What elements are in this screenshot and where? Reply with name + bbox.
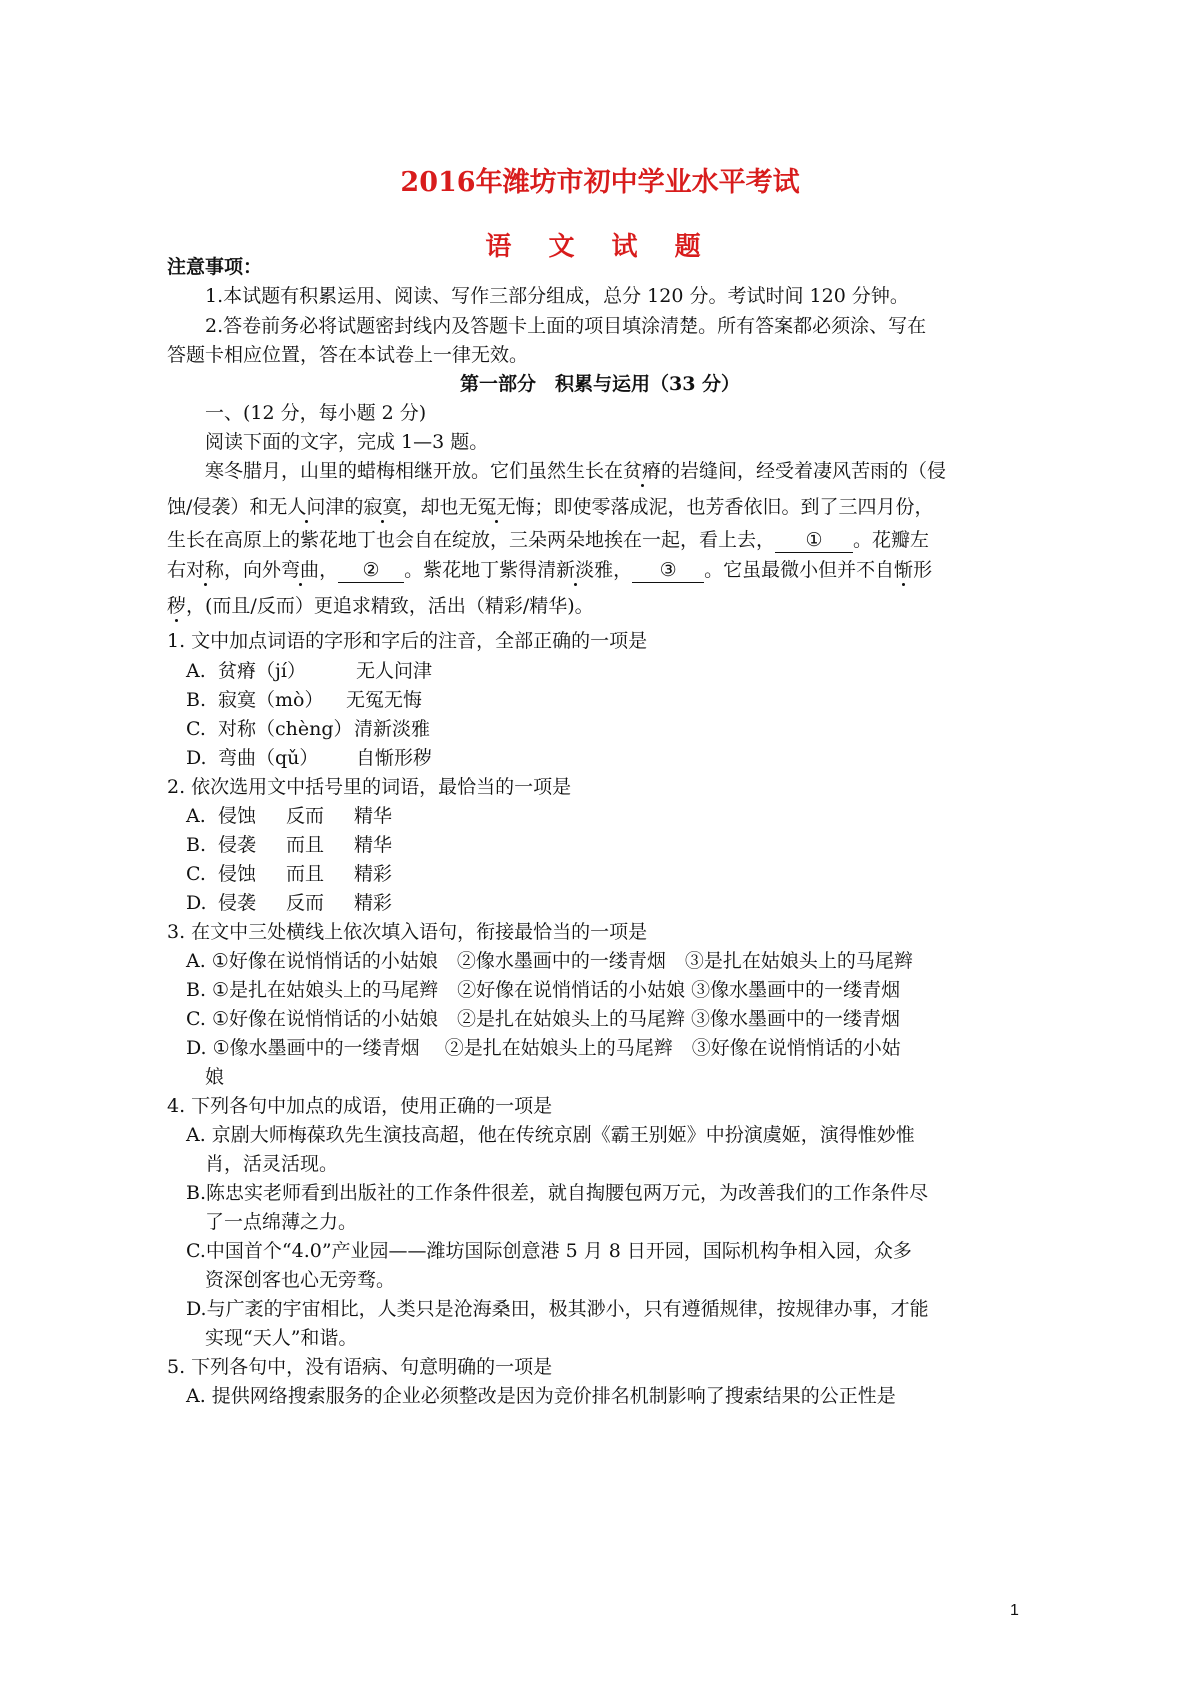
question-1-stem: 1. 文中加点词语的字形和字后的注音，全部正确的一项是 [167,630,648,652]
page-number: 1 [1010,1602,1019,1619]
notice-item-2-line-2: 答题卡相应位置，答在本试卷上一律无效。 [167,344,529,366]
question-3-option-c: C. ①好像在说悄悄话的小姑娘 ②是扎在姑娘头上的马尾辫 ③像水墨画中的一缕青烟 [186,1008,901,1030]
question-4-option-c: C.中国首个“4.0”产业园——潍坊国际创意港 5 月 8 日开园，国际机构争相入园，众多 [186,1240,912,1262]
passage-text: 右 [167,559,187,581]
question-4-option-c-continued: 资深创客也心无旁骛。 [205,1269,396,1291]
option-text: 而且 [286,834,325,856]
question-4-option-d: D.与广袤的宇宙相比，人类只是沧海桑田，极其渺小，只有遵循规律，按规律办事，才能 [186,1298,929,1320]
part-1-heading: 第一部分 积累与运用（33 分） [459,373,741,395]
option-key: D. [186,747,207,769]
dotted-word: 自惭形 [875,559,933,581]
question-2-option-b [186,830,392,860]
option-text: 无人问津 [356,660,433,682]
passage-text: ；即使零落成泥，也芳香依旧。到了三四月份， [534,496,934,518]
passage-text: 。它虽最微小但并不 [704,559,876,581]
passage-text: 的 [344,496,364,518]
option-text: 反而 [286,892,325,914]
passage-text: 。花瓣左 [853,529,930,551]
passage-line-5 [167,591,594,621]
option-text: 精彩 [354,863,393,885]
option-text: 对称（chèng） [218,718,353,740]
passage-line-4 [167,555,932,585]
passage-text: 蚀/侵袭）和 [167,496,269,518]
option-text: 无冤无悔 [346,689,423,711]
dotted-word: 对称 [186,559,225,581]
section-1-heading: 一、(12 分，每小题 2 分) [205,402,427,424]
question-4-stem: 4. 下列各句中加点的成语，使用正确的一项是 [167,1095,553,1117]
option-text: 反而 [286,805,325,827]
question-1-option-b [186,685,422,715]
passage-line-1 [205,456,946,486]
passage-text: 生长在高原上的紫花地丁也会自在绽放，三朵两朵地挨在一起，看上去， [167,529,776,551]
dotted-word: 无人问津 [268,496,345,518]
option-key: A. [186,805,206,827]
question-4-option-b: B.陈忠实老师看到出版社的工作条件很差，就自掏腰包两万元，为改善我们的工作条件尽 [186,1182,929,1204]
question-3-stem: 3. 在文中三处横线上依次填入语句，衔接最恰当的一项是 [167,921,648,943]
dotted-word: 无冤无悔 [458,496,535,518]
option-text: 贫瘠（jí） [218,660,306,682]
question-4-option-a: A. 京剧大师梅葆玖先生演技高超，他在传统京剧《霸王别姬》中扮演虞姬，演得惟妙惟 [186,1124,915,1146]
notice-item-2-line-1: 2.答卷前务必将试题密封线内及答题卡上面的项目填涂清楚。所有答案都必须涂、写在 [205,315,927,337]
dotted-word: 清新淡雅 [537,559,614,581]
passage-text: 的岩缝间，经受着凄风苦雨的（侵 [661,460,947,482]
passage-text: 寒冬腊月，山里的蜡梅相继开放。它们虽然生长在 [205,460,624,482]
notice-item-1: 1.本试题有积累运用、阅读、写作三部分组成，总分 120 分。考试时间 120 分钟。 [205,285,909,307]
question-5-stem: 5. 下列各句中，没有语病、句意明确的一项是 [167,1356,553,1378]
option-text: 侵袭 [218,892,257,914]
section-1-instruction: 阅读下面的文字，完成 1—3 题。 [205,431,489,453]
passage-text: ，(而且/反而）更追求精致，活出（精彩/精华)。 [186,595,594,617]
question-4-option-a-continued: 肖，活灵活现。 [205,1153,339,1175]
passage-text: ，向外 [224,559,282,581]
passage-line-2 [167,492,934,522]
question-2-option-c [186,859,392,889]
question-1-option-c [186,714,430,744]
fill-blank-3: ③ [632,558,704,583]
option-text: 侵蚀 [218,805,257,827]
option-key: D. [186,892,207,914]
option-key: B. [186,834,207,856]
dotted-word: 寂寞 [363,496,402,518]
passage-text: ， [319,559,339,581]
question-2-option-a [186,801,392,831]
question-4-option-d-continued: 实现“天人”和谐。 [205,1327,358,1349]
question-1-option-a [186,656,432,686]
dotted-word: 秽 [167,595,187,617]
fill-blank-1: ① [775,528,853,553]
option-text: 精华 [354,805,393,827]
fill-blank-2: ② [338,558,404,583]
option-text: 侵蚀 [218,863,257,885]
question-2-option-d [186,888,392,918]
option-text: 精彩 [354,892,393,914]
option-key: C. [186,863,206,885]
passage-text: 。紫花地丁紫得 [404,559,538,581]
question-3-option-a: A. ①好像在说悄悄话的小姑娘 ②像水墨画中的一缕青烟 ③是扎在姑娘头上的马尾辫 [186,950,913,972]
option-text: 自惭形秽 [356,747,433,769]
option-text: 弯曲（qǔ） [218,747,319,769]
passage-line-3 [167,525,929,555]
option-text: 寂寞（mò） [218,689,324,711]
question-2-stem: 2. 依次选用文中括号里的词语，最恰当的一项是 [167,776,572,798]
exam-title: 2016年潍坊市初中学业水平考试 [400,167,800,198]
passage-text: ， [613,559,633,581]
exam-subtitle: 语 文 试 题 [485,232,715,262]
question-3-option-d-continued: 娘 [205,1066,225,1088]
option-text: 侵袭 [218,834,257,856]
question-1-option-d [186,743,432,773]
dotted-word: 贫瘠 [623,460,662,482]
question-4-option-b-continued: 了一点绵薄之力。 [205,1211,358,1233]
question-5-option-a: A. 提供网络搜索服务的企业必须整改是因为竞价排名机制影响了搜索结果的公正性是 [186,1385,896,1407]
question-3-option-d: D. ①像水墨画中的一缕青烟 ②是扎在姑娘头上的马尾辫 ③好像在说悄悄话的小姑 [186,1037,901,1059]
option-key: C. [186,718,206,740]
notice-heading: 注意事项： [167,256,263,278]
passage-text: ，却也 [401,496,459,518]
option-key: B. [186,689,207,711]
option-key: A. [186,660,206,682]
dotted-word: 弯曲 [281,559,320,581]
option-text: 精华 [354,834,393,856]
option-text: 而且 [286,863,325,885]
option-text: 清新淡雅 [354,718,431,740]
question-3-option-b: B. ①是扎在姑娘头上的马尾辫 ②好像在说悄悄话的小姑娘 ③像水墨画中的一缕青烟 [186,979,901,1001]
